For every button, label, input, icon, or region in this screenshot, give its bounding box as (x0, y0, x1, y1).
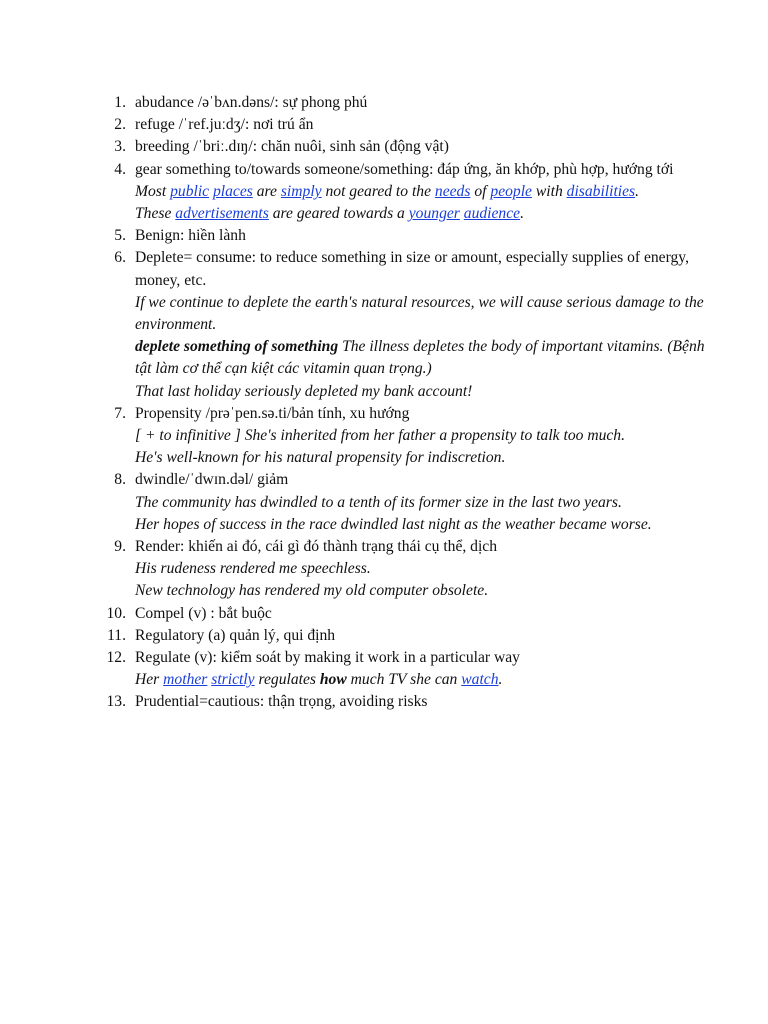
word-link[interactable]: needs (434, 182, 471, 200)
example-sentence: Her hopes of success in the race dwindled last night as the weather became worse. (135, 515, 652, 533)
list-number: 2. (114, 116, 126, 134)
document-body (0, 92, 768, 714)
list-item (0, 159, 768, 226)
word-link[interactable]: disabilities (566, 182, 636, 200)
list-item (0, 625, 768, 647)
example-sentence: That last holiday seriously depleted my bank account! (135, 382, 473, 400)
list-number: 6. (114, 249, 126, 267)
list-number: 8. (114, 471, 126, 489)
word-link[interactable]: younger (408, 205, 460, 223)
example-sentence: His rudeness rendered me speechless. (135, 560, 371, 578)
vocab-entry: Benign: hiền lành (135, 227, 246, 245)
list-item (0, 92, 768, 114)
example-sentence: These advertisements are geared towards a younger audience. (135, 205, 524, 223)
list-number: 13. (106, 693, 126, 711)
list-item (0, 136, 768, 158)
vocab-entry: dwindle/ˈdwɪn.dəl/ giảm (135, 471, 289, 489)
vocab-entry: abudance /əˈbʌn.dəns/: sự phong phú (135, 94, 368, 111)
word-link[interactable]: watch (461, 671, 499, 689)
list-item (0, 114, 768, 136)
vocab-entry: refuge /ˈref.juːdʒ/: nơi trú ẩn (135, 116, 314, 134)
vocab-entry: breeding /ˈbriː.dɪŋ/: chăn nuôi, sinh sản (động vật) (135, 138, 449, 156)
example-sentence: [ + to infinitive ] She's inherited from her father a propensity to talk too much. (135, 427, 625, 445)
word-link[interactable]: mother (163, 671, 208, 689)
phrase-pattern: deplete something of something (135, 338, 339, 356)
list-item (0, 603, 768, 625)
example-sentence: Her mother strictly regulates how much TV she can watch. (135, 671, 503, 689)
vocab-entry: gear something to/towards someone/something: đáp ứng, ăn khớp, phù hợp, hướng tới (135, 160, 674, 178)
translation: (Bệnh tật làm cơ thể cạn kiệt các vitamin quan trọng.) (135, 338, 705, 378)
list-number: 3. (114, 138, 126, 156)
list-item (0, 691, 768, 713)
vocab-entry: Prudential=cautious: thận trọng, avoiding risks (135, 693, 428, 711)
word-link[interactable]: simply (280, 182, 322, 200)
vocab-entry: Propensity /prəˈpen.sə.ti/bản tính, xu hướng (135, 404, 410, 422)
example-sentence: deplete something of something The illness depletes the body of important vitamins. (Bệnh tật làm cơ thể cạn kiệt các vitamin quan trọng.) (135, 338, 705, 378)
word-link[interactable]: strictly (211, 671, 255, 689)
list-item (0, 403, 768, 470)
example-sentence: Most public places are simply not geared to the needs of people with disabilities. (135, 182, 640, 200)
example-sentence: New technology has rendered my old computer obsolete. (135, 582, 489, 600)
list-item (0, 225, 768, 247)
list-item (0, 469, 768, 536)
example-sentence: If we continue to deplete the earth's natural resources, we will cause serious damage to the environment. (135, 293, 704, 334)
list-item (0, 247, 768, 402)
word-link[interactable]: audience (463, 205, 521, 223)
example-sentence: He's well-known for his natural propensity for indiscretion. (135, 449, 506, 467)
vocab-entry: Deplete= consume: to reduce something in size or amount, especially supplies of energy, money, etc. (135, 249, 689, 289)
list-number: 4. (114, 160, 126, 178)
word-link[interactable]: public (170, 182, 210, 200)
vocab-entry: Render: khiến ai đó, cái gì đó thành trạng thái cụ thể, dịch (135, 538, 498, 556)
vocab-entry: Regulate (v): kiểm soát by making it work in a particular way (135, 649, 520, 667)
list-number: 7. (114, 404, 126, 422)
word-link[interactable]: places (212, 182, 253, 200)
list-item (0, 647, 768, 691)
list-number: 5. (114, 227, 126, 245)
list-number: 12. (106, 649, 126, 667)
list-number: 9. (114, 538, 126, 556)
list-item (0, 536, 768, 603)
list-number: 11. (107, 626, 126, 644)
vocab-entry: Regulatory (a) quản lý, qui định (135, 626, 336, 644)
list-number: 10. (106, 604, 126, 622)
vocab-entry: Compel (v) : bắt buộc (135, 604, 272, 622)
example-sentence: The community has dwindled to a tenth of its former size in the last two years. (135, 493, 622, 511)
word-link[interactable]: advertisements (175, 205, 269, 223)
word-link[interactable]: people (490, 182, 532, 200)
list-number: 1. (114, 94, 126, 111)
